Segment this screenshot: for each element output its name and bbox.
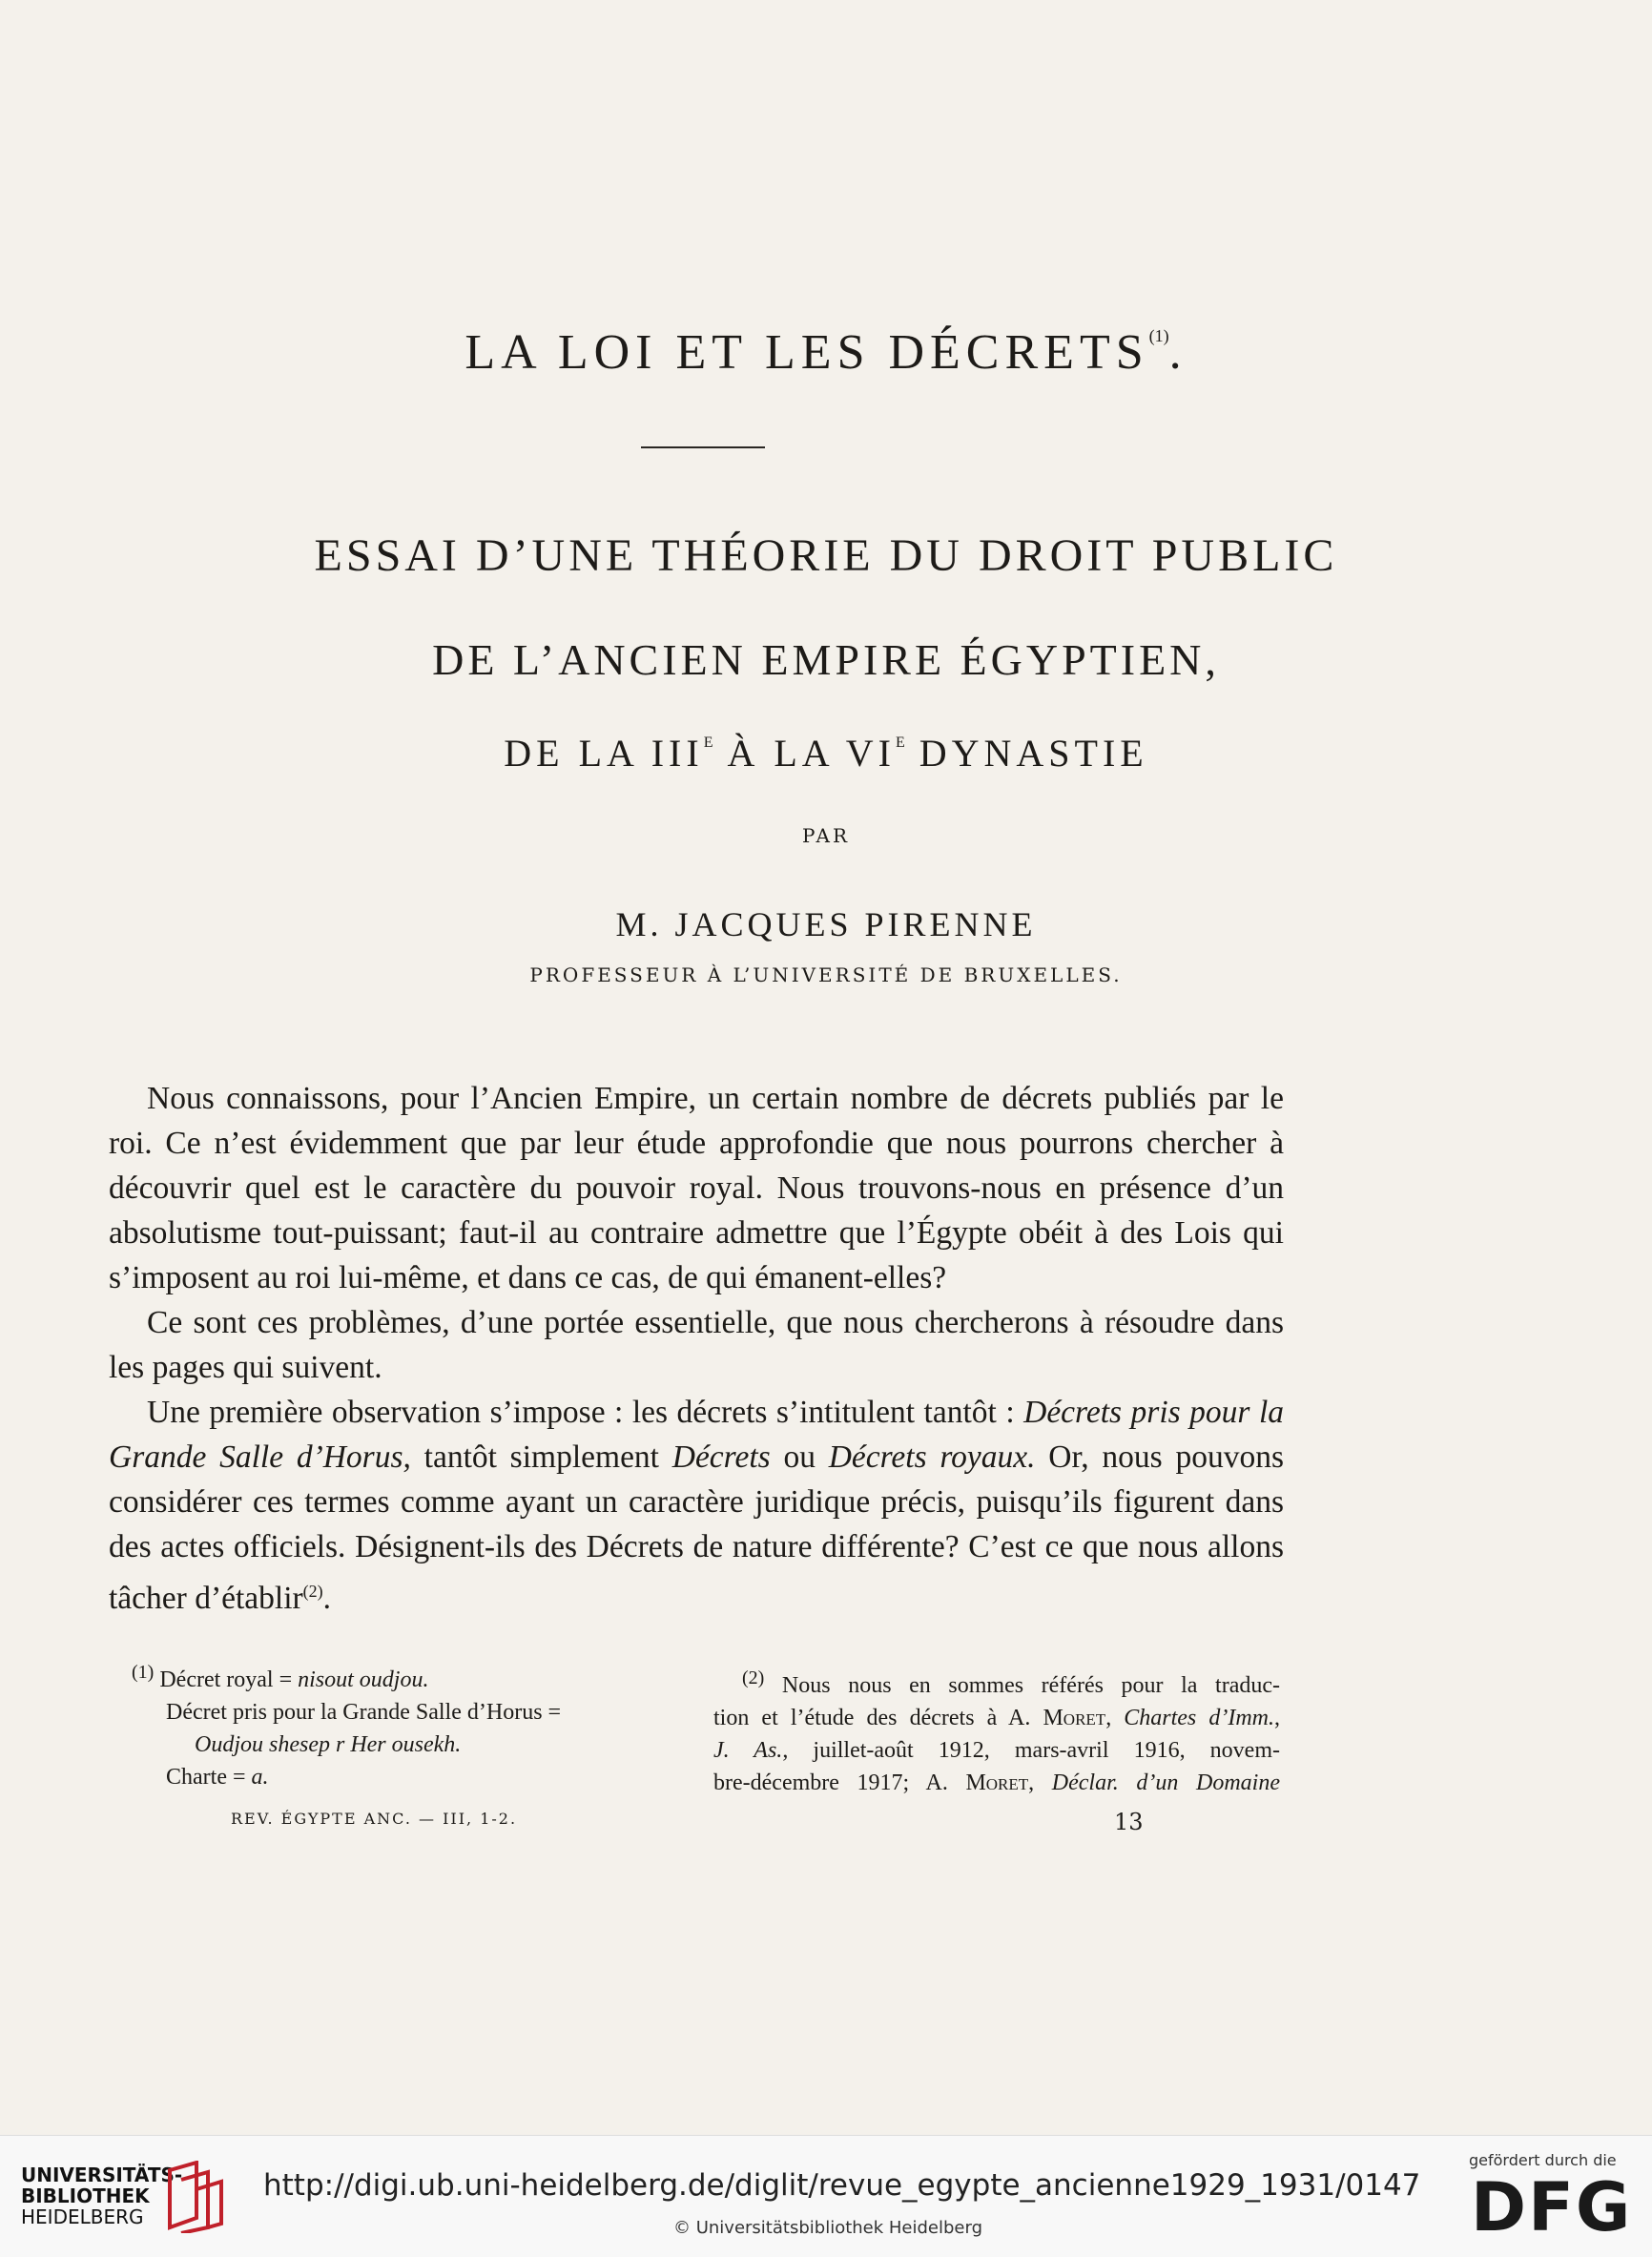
body-text: [109, 1076, 1284, 1621]
paragraph-2: Ce sont ces problèmes, d’une portée essentielle, que nous chercherons à résoudre dans les pages qui suivent.: [109, 1305, 1284, 1385]
paragraph-1: Nous connaissons, pour l’Ancien Empire, un certain nombre de décrets publiés par le roi. Ce n’est évidemment que par leur étude approfondie que nous pourrons chercher à découvrir quel est le caractère du pouvoir royal. Nous trouvons-nous en présence d’un absolutisme tout-puissant; faut-il au contraire admettre que l’Égypte obéit à des Lois qui s’imposent au roi lui-même, et dans ce cas, de qui émanent-elles?: [109, 1081, 1284, 1295]
subtitle-line-2: DE L’ANCIEN EMPIRE ÉGYPTIEN,: [432, 635, 1220, 684]
funding-label: gefördert durch die: [1469, 2151, 1617, 2169]
footnote-2: $^{(2)}$ Nous nous en sommes référés pour la traduc- tion et l’étude des décrets à A. Moret, Chartes d’Imm., J. As., juillet-août 1912, mars-avril 1916, novem- bre-décembre 1917; A. Moret, Déclar. d’un Domaine: [713, 1667, 1280, 1795]
permalink-url[interactable]: http://digi.ub.uni-heidelberg.de/diglit/revue_egypte_ancienne1929_1931/0147: [263, 2168, 1421, 2203]
copyright-notice: © Universitätsbibliothek Heidelberg: [673, 2218, 983, 2238]
library-logo-icon: [162, 2161, 229, 2233]
author-name: M. JACQUES PIRENNE: [615, 905, 1037, 943]
page-number: 13: [1114, 1809, 1144, 1835]
viewer-footer: [0, 2135, 1652, 2257]
library-name: UNIVERSITÄTS- BIBLIOTHEK HEIDELBERG: [21, 2164, 183, 2228]
footnote-1: $^{(1)}$ Décret royal = nisout oudjou. Décret pris pour la Grande Salle d’Horus = Oudjou shesep r Her ousekh. Charte = a.: [132, 1662, 562, 1790]
byline-par: PAR: [801, 824, 851, 847]
title-rule: [641, 446, 765, 448]
dfg-logo: DFG: [1471, 2168, 1633, 2247]
running-footer: REV. ÉGYPTE ANC. — III, 1-2.: [231, 1810, 518, 1828]
article-title: LA LOI ET LES DÉCRETS$^{(1)}$.: [465, 325, 1187, 380]
footnote-mark-2: (2): [302, 1582, 323, 1601]
subtitle-line-3: DE LA $III^E$ À LA $VI^E$ DYNASTIE: [504, 732, 1148, 775]
author-affiliation: PROFESSEUR À L’UNIVERSITÉ DE BRUXELLES.: [529, 963, 1123, 986]
title-footnote-mark: (1): [1148, 326, 1169, 345]
subtitle-line-1: ESSAI D’UNE THÉORIE DU DROIT PUBLIC: [314, 530, 1338, 581]
paragraph-3: Une première observation s’impose : les décrets s’intitulent tantôt : Décrets pris pour la Grande Salle d’Horus, tantôt simplement Décrets ou Décrets royaux. Or, nous pouvons considérer ces termes comme ayant un caractère juridique précis, puisqu’ils figurent dans des actes officiels. Désignent-ils des Décrets de nature différente? C’est ce que nous allons tâcher d’établir$^{(2)}$.: [109, 1395, 1285, 1617]
